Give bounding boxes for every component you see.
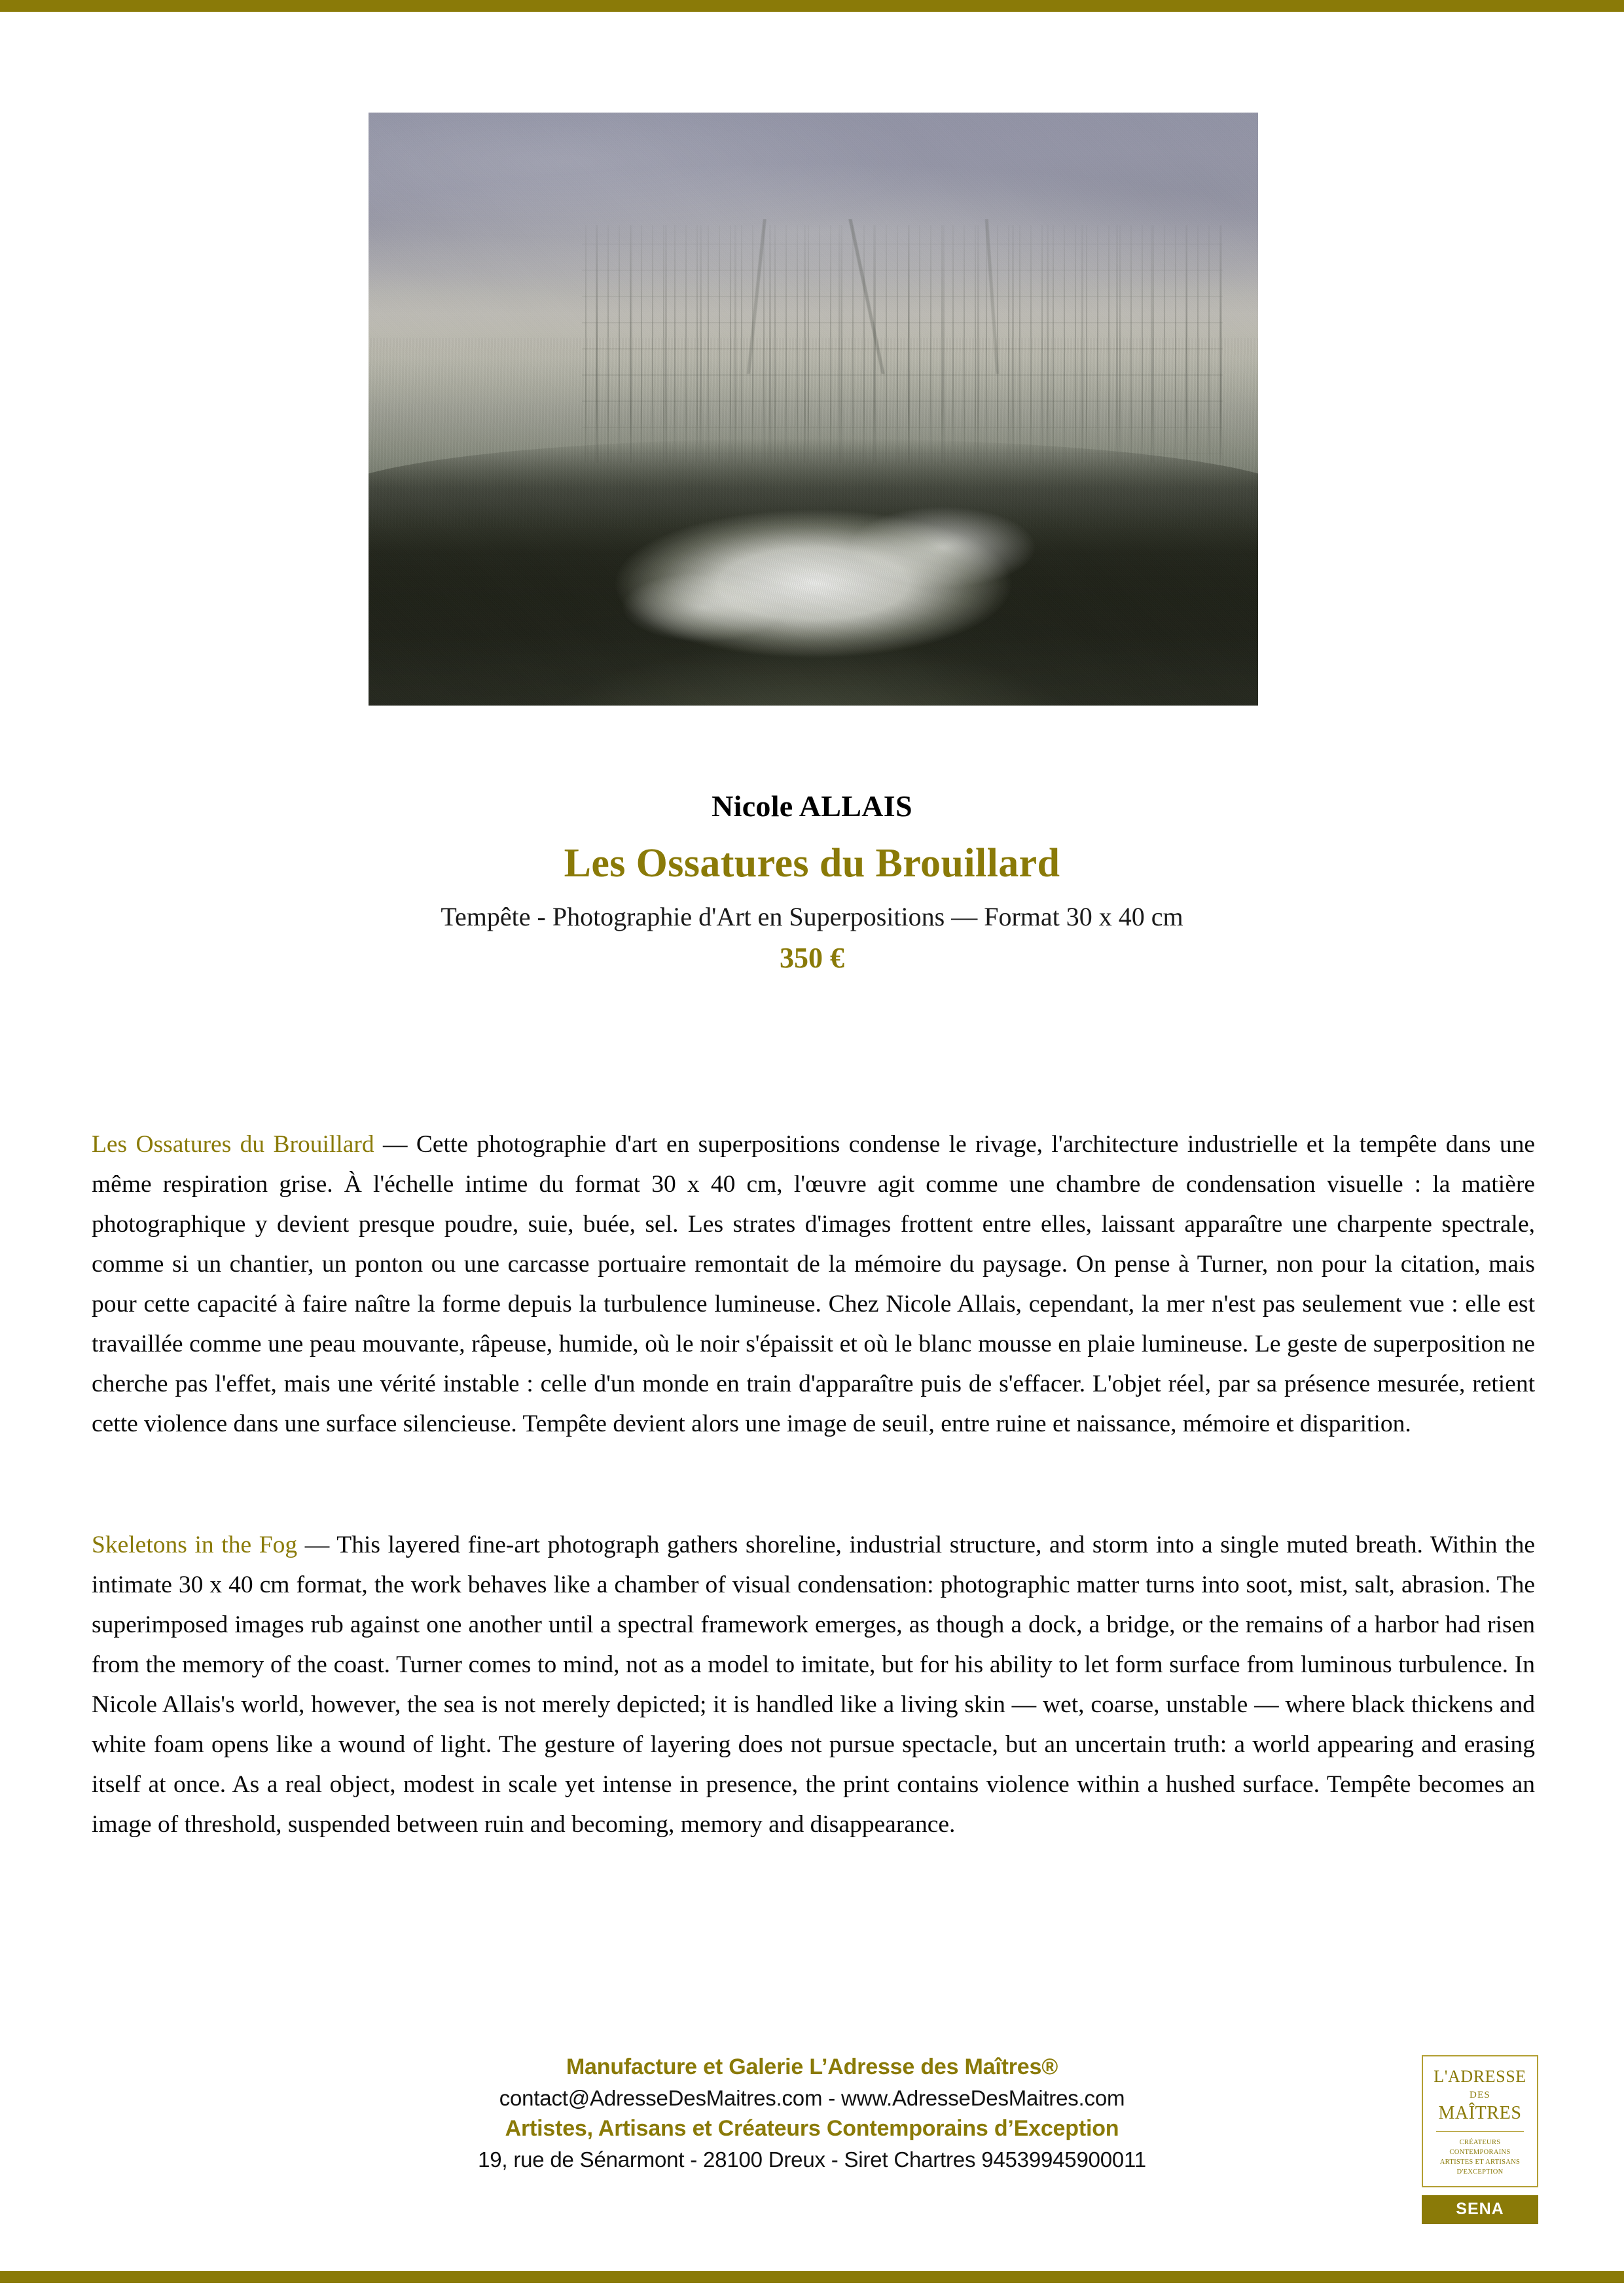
logo-box <box>1422 2055 1538 2187</box>
description-separator-fr: — <box>374 1131 416 1158</box>
logo-subtitle-1: CRÉATEURS CONTEMPORAINS <box>1449 2139 1511 2156</box>
artwork-film-grain <box>369 113 1258 706</box>
logo-line-3: MAÎTRES <box>1438 2103 1522 2123</box>
footer-company: Manufacture et Galerie L’Adresse des Maîtres® <box>566 2054 1058 2079</box>
description-lead-in-fr: Les Ossatures du Brouillard <box>92 1131 374 1158</box>
artist-name: Nicole ALLAIS <box>712 789 912 823</box>
logo-line-1: L'ADRESSE <box>1434 2067 1526 2086</box>
artwork-price: 350 € <box>780 942 844 974</box>
artwork-photograph <box>369 113 1258 706</box>
footer-tagline: Artistes, Artisans et Créateurs Contemporains d’Exception <box>505 2116 1119 2141</box>
logo-divider <box>1436 2131 1524 2132</box>
description-body-fr: Cette photographie d'art en superpositions condense le rivage, l'architecture industrielle et la tempête dans une même respiration grise. À l'échelle intime du format 30 x 40 cm, l'œuvre agit comme une chambre de condensation visuelle : la matière photographique y devient presque poudre, suie, buée, sel. Les strates d'images frottent entre elles, laissant apparaître une charpente spectrale, comme si un chantier, un ponton ou une carcasse portuaire remontait de la mémoire du paysage. On pense à Turner, non pour la citation, mais pour cette capacité à faire naître la forme depuis la turbulence lumineuse. Chez Nicole Allais, cependant, la mer n'est pas seulement vue : elle est travaillée comme une peau mouvante, râpeuse, humide, où le noir s'épaissit et où le blanc mousse en plaie lumineuse. Le geste de superposition ne cherche pas l'effet, mais une vérité instable : celle d'un monde en train d'apparaître puis de s'effacer. L'objet réel, par sa présence mesurée, retient cette violence dans une surface silencieuse. Tempête devient alors une image de seuil, entre ruine et naissance, mémoire et disparition. <box>92 1131 1536 1437</box>
footer-address: 19, rue de Sénarmont - 28100 Dreux - Siret Chartres 94539945900011 <box>478 2147 1146 2172</box>
sena-badge: SENA <box>1422 2195 1538 2224</box>
top-accent-bar <box>0 0 1624 12</box>
page-title: Les Ossatures du Brouillard <box>564 841 1060 886</box>
description-lead-in-en: Skeletons in the Fog <box>92 1532 298 1558</box>
logo-subtitle-3: D'EXCEPTION <box>1456 2168 1504 2176</box>
description-paragraph-en <box>92 1525 1535 1844</box>
logo-subtitle-2: ARTISTES ET ARTISANS <box>1439 2159 1521 2166</box>
description-separator-en: — <box>297 1532 337 1558</box>
footer <box>0 2052 1624 2175</box>
brand-logo <box>1422 2055 1538 2224</box>
description-body-en: This layered fine-art photograph gathers shoreline, industrial structure, and storm into a single muted breath. Within the intimate 30 x 40 cm format, the work behaves like a chamber of visual condensation: photographic matter turns into soot, mist, salt, abrasion. The superimposed images rub against one another until a spectral framework emerges, as though a dock, a bridge, or the remains of a harbor had risen from the memory of the coast. Turner comes to mind, not as a model to imitate, but for his ability to let form surface from luminous turbulence. In Nicole Allais's world, however, the sea is not merely depicted; it is handled like a living skin — wet, coarse, unstable — where black thickens and white foam opens like a wound of light. The gesture of layering does not pursue spectacle, but an uncertain truth: a world appearing and erasing itself at once. As a real object, modest in scale yet intense in presence, the print contains violence within a hushed surface. Tempête becomes an image of threshold, suspended between ruin and becoming, memory and disappearance. <box>92 1532 1535 1838</box>
bottom-accent-bar <box>0 2271 1624 2283</box>
logo-line-2: DES <box>1470 2090 1490 2100</box>
title-block <box>0 789 1624 975</box>
artwork-subtitle: Tempête - Photographie d'Art en Superpositions — Format 30 x 40 cm <box>441 902 1183 931</box>
footer-contact[interactable]: contact@AdresseDesMaitres.com - www.AdresseDesMaitres.com <box>499 2086 1125 2110</box>
description-paragraph-fr <box>92 1124 1535 1444</box>
